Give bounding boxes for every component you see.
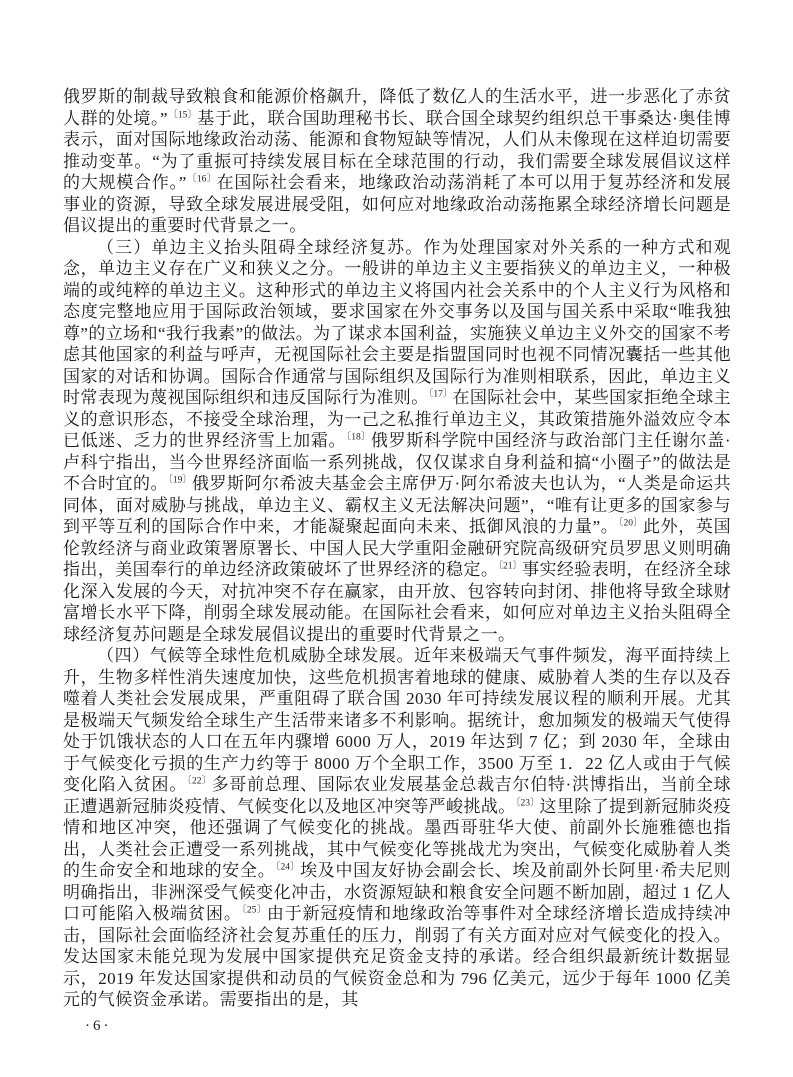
text-run: 此外，英国伦敦经济与商业政策署原署长、中国人民大学重阳金融研究院高级研究员罗思义则明确指出，美国奉行的单边经济政策破坏了世界经济的稳定。 bbox=[63, 517, 731, 579]
citation-superscript: 〔17〕 bbox=[428, 389, 453, 400]
text-run: 埃及中国友好协会副会长、埃及前副外长阿里·希夫尼则明确指出，非洲深受气候变化冲击，水资源短缺和粮食安全问题不断加剧，超过 1 亿人口可能陷入极端贫困。 bbox=[63, 861, 731, 923]
text-run: 俄罗斯阿尔希波夫基金会主席伊万·阿尔希波夫也认为，“人类是命运共同体，面对威胁与挑战，单边主义、霸权主义无法解决问题”，“唯有让更多的国家参与到平等互利的国际合作中来，才能凝聚起面向未来、抵御风浪的力量”。 bbox=[63, 474, 731, 536]
paragraph bbox=[63, 237, 731, 646]
text-run: （三）单边主义抬头阻碍全球经济复苏。作为处理国家对外关系的一种方式和观念，单边主义存在广义和狭义之分。一般讲的单边主义主要指狭义的单边主义，一种极端的或纯粹的单边主义。这种形式的单边主义将国内社会关系中的个人主义行为风格和态度完整地应用于国际政治领域，要求国家在外交事务以及国与国关系中采取“唯我独尊”的立场和“我行我素”的做法。为了谋求本国利益，实施狭义单边主义外交的国家不考虑其他国家的利益与呼声，无视国际社会主要是指盟国同时也视不同情况囊括一些其他国家的对话和协调。国际合作通常与国际组织及国际行为准则相联系，因此，单边主义时常表现为蔑视国际组织和违反国际行为准则。 bbox=[63, 237, 731, 407]
citation-superscript: 〔24〕 bbox=[275, 862, 301, 873]
citation-superscript: 〔21〕 bbox=[498, 561, 523, 572]
text-run: 在国际社会中，某些国家拒绝全球主义的意识形态，不接受全球治理，为一己之私推行单边主义，其政策措施外溢效应令本已低迷、乏力的世界经济雪上加霜。 bbox=[63, 388, 731, 450]
citation-superscript: 〔25〕 bbox=[241, 905, 267, 916]
paragraph bbox=[63, 645, 731, 1011]
text-run: 事实经验表明，在经济全球化深入发展的今天，对抗冲突不存在赢家，由开放、包容转向封闭、排他将导致全球财富增长水平下降，削弱全球发展动能。在国际社会看来，如何应对单边主义抬头阻碍全球经济复苏问题是全球发展倡议提出的重要时代背景之一。 bbox=[63, 560, 731, 644]
citation-superscript: 〔23〕 bbox=[515, 797, 540, 808]
text-run: 基于此，联合国助理秘书长、联合国全球契约组织总干事桑达·奥佳博表示，面对国际地缘政治动荡、能源和食物短缺等情况，人们从未像现在这样迫切需要推动变革。“为了重振可持续发展目标在全球范围的行动，我们需要全球发展倡议这样的大规模合作。” bbox=[63, 108, 731, 192]
text-run: 在国际社会看来，地缘政治动荡消耗了本可以用于复苏经济和发展事业的资源，导致全球发展进展受阻，如何应对地缘政治动荡拖累全球经济增长问题是倡议提出的重要时代背景之一。 bbox=[63, 173, 731, 235]
document-body bbox=[63, 86, 731, 1011]
paragraph bbox=[63, 86, 731, 237]
text-run: 由于新冠疫情和地缘政治等事件对全球经济增长造成持续冲击，国际社会面临经济社会复苏重任的压力，削弱了有关方面对应对气候变化的投入。发达国家未能兑现为发展中国家提供充足资金支持的承诺。经合组织最新统计数据显示，2019 年发达国家提供和动员的气候资金总和为 796 亿美元，远少于每年 1000 亿美元的气候资金承诺。需要指出的是，其 bbox=[63, 904, 732, 1009]
citation-superscript: 〔19〕 bbox=[167, 475, 193, 486]
text-run: 俄罗斯科学院中国经济与政治部门主任谢尔盖·卢科宁指出，当今世界经济面临一系列挑战，仅仅谋求自身利益和搞“小圈子”的做法是不合时宜的。 bbox=[63, 431, 731, 493]
text-run: 俄罗斯的制裁导致粮食和能源价格飙升，降低了数亿人的生活水平，进一步恶化了赤贫人群的处境。” bbox=[63, 87, 731, 128]
page-number: ·6· bbox=[85, 1017, 112, 1034]
citation-superscript: 〔20〕 bbox=[618, 518, 643, 529]
text-run: 多哥前总理、国际农业发展基金总裁吉尔伯特·洪博指出，当前全球正遭遇新冠肺炎疫情、气候变化以及地区冲突等严峻挑战。 bbox=[63, 775, 731, 816]
citation-superscript: 〔16〕 bbox=[186, 174, 217, 185]
text-run: 这里除了提到新冠肺炎疫情和地区冲突，他还强调了气候变化的挑战。墨西哥驻华大使、前副外长施雅德也指出，人类社会正遭受一系列挑战，其中气候变化等挑战尤为突出，气候变化威胁着人类的生命安全和地球的安全。 bbox=[63, 796, 731, 880]
citation-superscript: 〔15〕 bbox=[167, 109, 198, 120]
text-run: （四）气候等全球性危机威胁全球发展。近年来极端天气事件频发，海平面持续上升，生物多样性消失速度加快，这些危机损害着地球的健康、威胁着人类的生存以及吞噬着人类社会发展成果，严重阻碍了联合国 2030 年可持续发展议程的顺利开展。尤其是极端天气频发给全球生产生活带来诸多不利影响。据统计，愈加频发的极端天气使得处于饥饿状态的人口在五年内骤增 6000 万人，2019 年达到 7 亿；到 2030 年，全球由于气候变化亏损的生产力约等于 8000 万个全职工作，3500 万至 1．22 亿人或由于气候变化陷入贫困。 bbox=[63, 646, 731, 794]
citation-superscript: 〔18〕 bbox=[346, 432, 371, 443]
citation-superscript: 〔22〕 bbox=[186, 776, 212, 787]
